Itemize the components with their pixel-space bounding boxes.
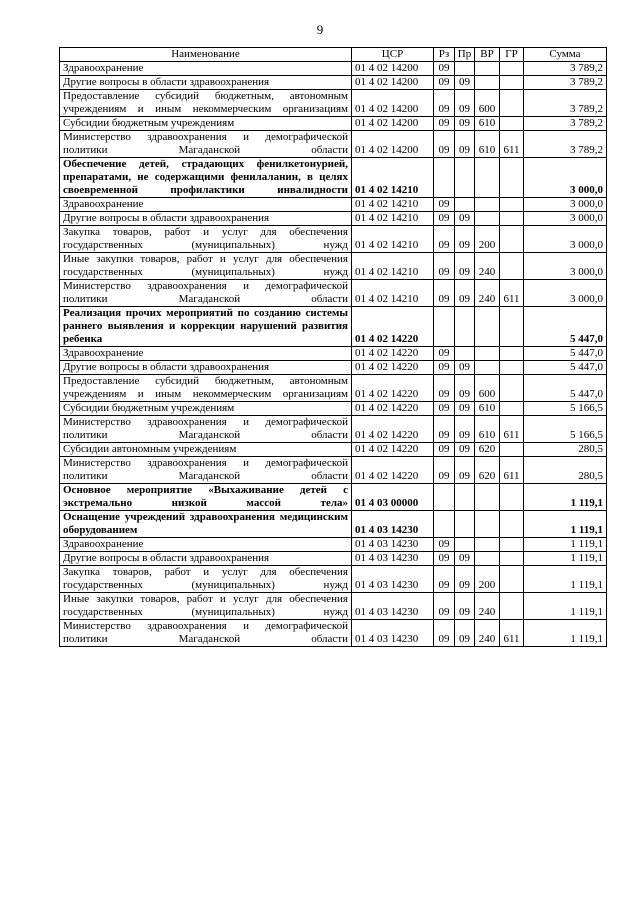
cell-csr: 01 4 02 14200 xyxy=(352,131,434,158)
cell-vr: 610 xyxy=(475,117,500,131)
cell-vr: 240 xyxy=(475,280,500,307)
table-row xyxy=(60,402,607,416)
table-row xyxy=(60,131,607,158)
cell-gr xyxy=(500,117,524,131)
cell-name: Другие вопросы в области здравоохранения xyxy=(60,76,352,90)
cell-csr: 01 4 03 14230 xyxy=(352,593,434,620)
table-row xyxy=(60,593,607,620)
cell-rz: 09 xyxy=(434,443,455,457)
cell-pr: 09 xyxy=(455,280,475,307)
cell-name: Субсидии бюджетным учреждениям xyxy=(60,402,352,416)
cell-sum: 3 000,0 xyxy=(524,212,607,226)
cell-sum: 1 119,1 xyxy=(524,511,607,538)
cell-pr: 09 xyxy=(455,226,475,253)
cell-vr xyxy=(475,158,500,198)
cell-name: Закупка товаров, работ и услуг для обеспечения государственных (муниципальных) нужд xyxy=(60,566,352,593)
cell-name: Реализация прочих мероприятий по созданию системы раннего выявления и коррекции нарушений развития ребенка xyxy=(60,307,352,347)
cell-pr xyxy=(455,62,475,76)
cell-vr: 610 xyxy=(475,402,500,416)
cell-csr: 01 4 02 14210 xyxy=(352,212,434,226)
table-row xyxy=(60,538,607,552)
cell-gr: 611 xyxy=(500,131,524,158)
cell-sum: 5 166,5 xyxy=(524,416,607,443)
cell-gr xyxy=(500,198,524,212)
cell-csr: 01 4 03 14230 xyxy=(352,538,434,552)
cell-sum: 5 447,0 xyxy=(524,375,607,402)
cell-csr: 01 4 02 14220 xyxy=(352,402,434,416)
table-row xyxy=(60,307,607,347)
cell-csr: 01 4 02 14220 xyxy=(352,307,434,347)
cell-rz: 09 xyxy=(434,131,455,158)
cell-csr: 01 4 02 14210 xyxy=(352,198,434,212)
cell-rz: 09 xyxy=(434,253,455,280)
cell-name: Иные закупки товаров, работ и услуг для обеспечения государственных (муниципальных) нужд xyxy=(60,593,352,620)
cell-rz: 09 xyxy=(434,566,455,593)
cell-sum: 3 000,0 xyxy=(524,158,607,198)
table-row xyxy=(60,280,607,307)
cell-vr: 600 xyxy=(475,90,500,117)
cell-csr: 01 4 02 14220 xyxy=(352,375,434,402)
cell-sum: 1 119,1 xyxy=(524,538,607,552)
cell-csr: 01 4 02 14200 xyxy=(352,76,434,90)
header-pr: Пр xyxy=(455,48,475,62)
cell-vr xyxy=(475,552,500,566)
cell-rz: 09 xyxy=(434,347,455,361)
cell-csr: 01 4 03 00000 xyxy=(352,484,434,511)
cell-name: Обеспечение детей, страдающих фенилкетонурией, препаратами, не содержащими фенилаланин, в целях своевременной профилактики инвалидности xyxy=(60,158,352,198)
table-row xyxy=(60,361,607,375)
cell-sum: 3 000,0 xyxy=(524,226,607,253)
cell-vr xyxy=(475,347,500,361)
cell-gr xyxy=(500,443,524,457)
cell-name: Другие вопросы в области здравоохранения xyxy=(60,212,352,226)
cell-csr: 01 4 03 14230 xyxy=(352,511,434,538)
cell-vr xyxy=(475,76,500,90)
cell-pr: 09 xyxy=(455,212,475,226)
cell-vr: 240 xyxy=(475,593,500,620)
table-body xyxy=(60,62,607,647)
cell-rz: 09 xyxy=(434,198,455,212)
cell-sum: 3 000,0 xyxy=(524,280,607,307)
cell-rz: 09 xyxy=(434,593,455,620)
table-row xyxy=(60,62,607,76)
cell-name: Здравоохранение xyxy=(60,62,352,76)
cell-gr xyxy=(500,347,524,361)
cell-sum: 3 000,0 xyxy=(524,198,607,212)
cell-pr xyxy=(455,158,475,198)
cell-csr: 01 4 02 14210 xyxy=(352,280,434,307)
cell-name: Закупка товаров, работ и услуг для обеспечения государственных (муниципальных) нужд xyxy=(60,226,352,253)
cell-csr: 01 4 02 14220 xyxy=(352,443,434,457)
cell-rz: 09 xyxy=(434,212,455,226)
cell-rz: 09 xyxy=(434,538,455,552)
cell-rz xyxy=(434,158,455,198)
table-row xyxy=(60,253,607,280)
cell-csr: 01 4 02 14210 xyxy=(352,158,434,198)
cell-pr: 09 xyxy=(455,375,475,402)
cell-name: Здравоохранение xyxy=(60,198,352,212)
table-row xyxy=(60,416,607,443)
cell-vr: 600 xyxy=(475,375,500,402)
cell-csr: 01 4 03 14230 xyxy=(352,552,434,566)
cell-gr xyxy=(500,552,524,566)
header-csr: ЦСР xyxy=(352,48,434,62)
table-row xyxy=(60,511,607,538)
cell-vr: 240 xyxy=(475,253,500,280)
cell-name: Иные закупки товаров, работ и услуг для обеспечения государственных (муниципальных) нужд xyxy=(60,253,352,280)
cell-name: Министерство здравоохранения и демографической политики Магаданской области xyxy=(60,131,352,158)
cell-pr xyxy=(455,484,475,511)
cell-rz: 09 xyxy=(434,402,455,416)
cell-pr: 09 xyxy=(455,416,475,443)
cell-pr: 09 xyxy=(455,76,475,90)
table-row xyxy=(60,90,607,117)
cell-gr: 611 xyxy=(500,457,524,484)
cell-pr: 09 xyxy=(455,566,475,593)
cell-pr: 09 xyxy=(455,552,475,566)
cell-pr: 09 xyxy=(455,361,475,375)
cell-pr: 09 xyxy=(455,593,475,620)
table-row xyxy=(60,552,607,566)
header-gr: ГР xyxy=(500,48,524,62)
cell-pr: 09 xyxy=(455,131,475,158)
page-number: 9 xyxy=(316,22,324,37)
cell-rz xyxy=(434,511,455,538)
cell-csr: 01 4 02 14210 xyxy=(352,253,434,280)
cell-pr xyxy=(455,198,475,212)
cell-sum: 3 789,2 xyxy=(524,131,607,158)
cell-name: Предоставление субсидий бюджетным, автономным учреждениям и иным некоммерческим организациям xyxy=(60,90,352,117)
cell-name: Здравоохранение xyxy=(60,538,352,552)
cell-sum: 1 119,1 xyxy=(524,593,607,620)
table-row xyxy=(60,620,607,647)
cell-gr xyxy=(500,361,524,375)
table-row xyxy=(60,212,607,226)
table-row xyxy=(60,76,607,90)
cell-sum: 5 447,0 xyxy=(524,347,607,361)
cell-name: Субсидии бюджетным учреждениям xyxy=(60,117,352,131)
table-row xyxy=(60,347,607,361)
cell-sum: 1 119,1 xyxy=(524,484,607,511)
cell-sum: 5 447,0 xyxy=(524,361,607,375)
cell-gr xyxy=(500,226,524,253)
cell-sum: 1 119,1 xyxy=(524,552,607,566)
cell-sum: 5 166,5 xyxy=(524,402,607,416)
cell-pr xyxy=(455,538,475,552)
cell-sum: 5 447,0 xyxy=(524,307,607,347)
table-row xyxy=(60,117,607,131)
cell-rz: 09 xyxy=(434,457,455,484)
cell-gr xyxy=(500,566,524,593)
cell-vr xyxy=(475,198,500,212)
cell-gr xyxy=(500,538,524,552)
table-row xyxy=(60,484,607,511)
cell-vr: 200 xyxy=(475,226,500,253)
cell-pr: 09 xyxy=(455,253,475,280)
table-row xyxy=(60,457,607,484)
cell-vr: 610 xyxy=(475,131,500,158)
cell-rz: 09 xyxy=(434,117,455,131)
header-vr: ВР xyxy=(475,48,500,62)
cell-pr: 09 xyxy=(455,443,475,457)
header-sum: Сумма xyxy=(524,48,607,62)
cell-gr xyxy=(500,375,524,402)
cell-vr xyxy=(475,484,500,511)
cell-name: Министерство здравоохранения и демографической политики Магаданской области xyxy=(60,620,352,647)
cell-pr: 09 xyxy=(455,90,475,117)
table-row xyxy=(60,198,607,212)
cell-vr xyxy=(475,538,500,552)
cell-pr: 09 xyxy=(455,620,475,647)
cell-csr: 01 4 02 14220 xyxy=(352,361,434,375)
cell-vr: 620 xyxy=(475,457,500,484)
header-name: Наименование xyxy=(60,48,352,62)
table-row xyxy=(60,443,607,457)
cell-csr: 01 4 03 14230 xyxy=(352,620,434,647)
cell-pr: 09 xyxy=(455,117,475,131)
budget-table xyxy=(59,47,607,647)
cell-gr xyxy=(500,76,524,90)
cell-csr: 01 4 02 14200 xyxy=(352,117,434,131)
cell-vr xyxy=(475,62,500,76)
cell-csr: 01 4 02 14220 xyxy=(352,457,434,484)
cell-vr: 240 xyxy=(475,620,500,647)
cell-gr: 611 xyxy=(500,620,524,647)
cell-vr xyxy=(475,361,500,375)
cell-rz xyxy=(434,307,455,347)
cell-gr xyxy=(500,484,524,511)
cell-name: Министерство здравоохранения и демографической политики Магаданской области xyxy=(60,280,352,307)
cell-gr xyxy=(500,62,524,76)
cell-pr xyxy=(455,307,475,347)
cell-vr: 200 xyxy=(475,566,500,593)
cell-gr: 611 xyxy=(500,416,524,443)
table-row xyxy=(60,226,607,253)
cell-rz: 09 xyxy=(434,226,455,253)
cell-gr xyxy=(500,307,524,347)
header-rz: Рз xyxy=(434,48,455,62)
cell-name: Другие вопросы в области здравоохранения xyxy=(60,552,352,566)
cell-gr xyxy=(500,402,524,416)
cell-gr xyxy=(500,158,524,198)
table-row xyxy=(60,158,607,198)
cell-name: Министерство здравоохранения и демографической политики Магаданской области xyxy=(60,416,352,443)
cell-rz: 09 xyxy=(434,62,455,76)
cell-sum: 3 789,2 xyxy=(524,62,607,76)
cell-rz: 09 xyxy=(434,552,455,566)
cell-gr: 611 xyxy=(500,280,524,307)
cell-sum: 3 789,2 xyxy=(524,117,607,131)
cell-rz: 09 xyxy=(434,361,455,375)
cell-name: Основное мероприятие «Выхаживание детей с экстремально низкой массой тела» xyxy=(60,484,352,511)
cell-rz: 09 xyxy=(434,620,455,647)
cell-vr xyxy=(475,212,500,226)
cell-name: Субсидии автономным учреждениям xyxy=(60,443,352,457)
cell-csr: 01 4 02 14220 xyxy=(352,347,434,361)
cell-rz: 09 xyxy=(434,416,455,443)
cell-csr: 01 4 02 14200 xyxy=(352,90,434,117)
cell-name: Оснащение учреждений здравоохранения медицинским оборудованием xyxy=(60,511,352,538)
cell-csr: 01 4 02 14200 xyxy=(352,62,434,76)
cell-sum: 3 789,2 xyxy=(524,76,607,90)
table-row xyxy=(60,566,607,593)
cell-pr xyxy=(455,511,475,538)
cell-rz: 09 xyxy=(434,90,455,117)
cell-pr: 09 xyxy=(455,457,475,484)
cell-csr: 01 4 02 14220 xyxy=(352,416,434,443)
cell-name: Другие вопросы в области здравоохранения xyxy=(60,361,352,375)
cell-sum: 1 119,1 xyxy=(524,620,607,647)
cell-name: Предоставление субсидий бюджетным, автономным учреждениям и иным некоммерческим организациям xyxy=(60,375,352,402)
cell-gr xyxy=(500,90,524,117)
cell-csr: 01 4 02 14210 xyxy=(352,226,434,253)
cell-sum: 280,5 xyxy=(524,457,607,484)
cell-gr xyxy=(500,593,524,620)
cell-sum: 1 119,1 xyxy=(524,566,607,593)
cell-vr xyxy=(475,307,500,347)
cell-rz: 09 xyxy=(434,76,455,90)
cell-sum: 3 789,2 xyxy=(524,90,607,117)
cell-csr: 01 4 03 14230 xyxy=(352,566,434,593)
cell-gr xyxy=(500,253,524,280)
cell-name: Здравоохранение xyxy=(60,347,352,361)
cell-vr: 620 xyxy=(475,443,500,457)
cell-vr: 610 xyxy=(475,416,500,443)
cell-name: Министерство здравоохранения и демографической политики Магаданской области xyxy=(60,457,352,484)
cell-pr: 09 xyxy=(455,402,475,416)
table-row xyxy=(60,375,607,402)
cell-vr xyxy=(475,511,500,538)
cell-sum: 3 000,0 xyxy=(524,253,607,280)
cell-gr xyxy=(500,212,524,226)
table-header-row xyxy=(60,48,607,62)
cell-pr xyxy=(455,347,475,361)
cell-rz: 09 xyxy=(434,375,455,402)
cell-rz: 09 xyxy=(434,280,455,307)
cell-sum: 280,5 xyxy=(524,443,607,457)
cell-rz xyxy=(434,484,455,511)
cell-gr xyxy=(500,511,524,538)
